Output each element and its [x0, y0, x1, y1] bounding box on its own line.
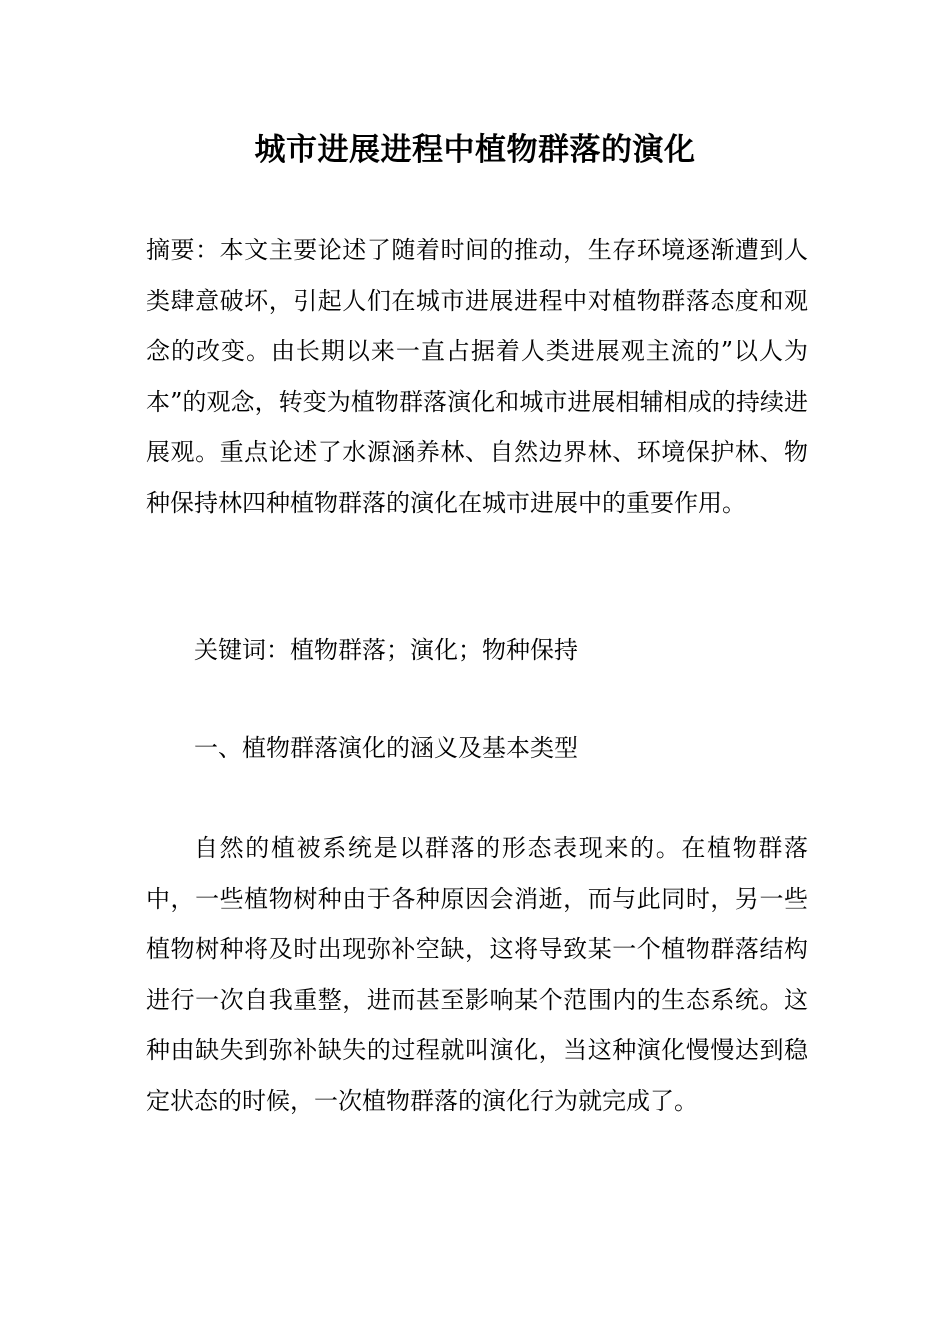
section-heading: 一、植物群落演化的涵义及基本类型: [194, 734, 578, 762]
body-paragraph: 自然的植被系统是以群落的形态表现来的。在植物群落中，一些植物树种由于各种原因会消逝，而与此同时，另一些植物树种将及时出现弥补空缺，这将导致某一个植物群落结构进行一次自我重整，进而甚至影响某个范围内的生态系统。这种由缺失到弥补缺失的过程就叫演化，当这种演化慢慢达到稳定状态的时候，一次植物群落的演化行为就完成了。: [146, 834, 808, 1115]
document-title: 城市进展进程中植物群落的演化: [254, 132, 696, 168]
keywords-line: 关键词：植物群落；演化；物种保持: [194, 636, 578, 664]
abstract-paragraph: 摘要：本文主要论述了随着时间的推动，生存环境逐渐遭到人类肆意破坏，引起人们在城市进展进程中对植物群落态度和观念的改变。由长期以来一直占据着人类进展观主流的”以人为本”的观念，转变为植物群落演化和城市进展相辅相成的持续进展观。重点论述了水源涵养林、自然边界林、环境保护林、物种保持林四种植物群落的演化在城市进展中的重要作用。: [146, 236, 808, 517]
